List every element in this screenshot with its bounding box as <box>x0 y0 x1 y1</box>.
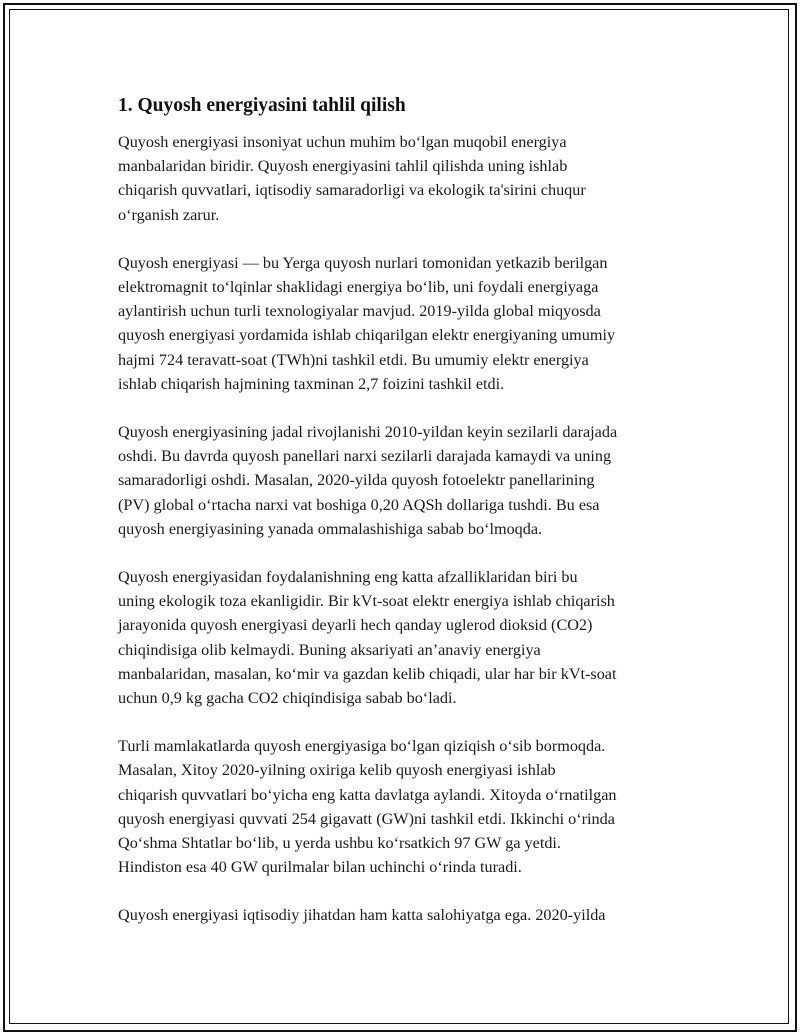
paragraph-intro: Quyosh energiyasi insoniyat uchun muhim bo‘lgan muqobil energiya manbalaridan biridir. Quyosh energiyasini tahlil qilishda uning ishlab chiqarish quvvatlari, iqtisodiy samaradorligi va ekologik ta'sirini chuqur o‘rganish zarur. <box>118 133 586 224</box>
section-heading: 1. Quyosh energiyasini tahlil qilish <box>118 95 406 116</box>
paragraph-development: Quyosh energiyasining jadal rivojlanishi 2010-yildan keyin sezilarli darajada oshdi. Bu davrda quyosh panellari narxi sezilarli darajada kamaydi va uning samaradorligi oshdi. Masalan, 2020-yilda quyosh fotoelektr panellarining (PV) global o‘rtacha narxi vat boshiga 0,20 AQSh dollariga tushdi. Bu esa quyosh energiyasining yanada ommalashishiga sabab bo‘lmoqda. <box>118 423 618 538</box>
paragraph-definition: Quyosh energiyasi — bu Yerga quyosh nurlari tomonidan yetkazib berilgan elektromagnit to‘lqinlar shaklidagi energiya bo‘lib, uni foydali energiyaga aylantirish uchun turli texnologiyalar mavjud. 2019-yilda global miqyosda quyosh energiyasi yordamida ishlab chiqarilgan elektr energiyaning umumiy hajmi 724 teravatt-soat (TWh)ni tashkil etdi. Bu umumiy elektr energiya ishlab chiqarish hajmining taxminan 2,7 foizini tashkil etdi. <box>118 253 616 393</box>
paragraph-countries: Turli mamlakatlarda quyosh energiyasiga bo‘lgan qiziqish o‘sib bormoqda. Masalan, Xitoy 2020-yilning oxiriga kelib quyosh energiyasi ishlab chiqarish quvvatlari bo‘yicha eng katta davlatga aylandi. Xitoyda o‘rnatilgan quyosh energiyasi quvvati 254 gigavatt (GW)ni tashkil etdi. Ikkinchi o‘rinda Qo‘shma Shtatlar bo‘lib, u yerda ushbu ko‘rsatkich 97 GW ga yetdi. Hindiston esa 40 GW qurilmalar bilan uchinchi o‘rinda turadi. <box>118 737 617 877</box>
paragraph-ecology: Quyosh energiyasidan foydalanishning eng katta afzalliklaridan biri bu uning ekologik toza ekanligidir. Bir kVt-soat elektr energiya ishlab chiqarish jarayonida quyosh energiyasi deyarli hech qanday uglerod dioksid (CO2) chiqindisiga olib kelmaydi. Buning aksariyati an’anaviy energiya manbalaridan, masalan, ko‘mir va gazdan kelib chiqadi, ular har bir kVt-soat uchun 0,9 kg gacha CO2 chiqindisiga sabab bo‘ladi. <box>118 568 617 708</box>
paragraph-economics: Quyosh energiyasi iqtisodiy jihatdan ham katta salohiyatga ega. 2020-yilda <box>118 906 606 925</box>
document-body <box>118 92 698 952</box>
